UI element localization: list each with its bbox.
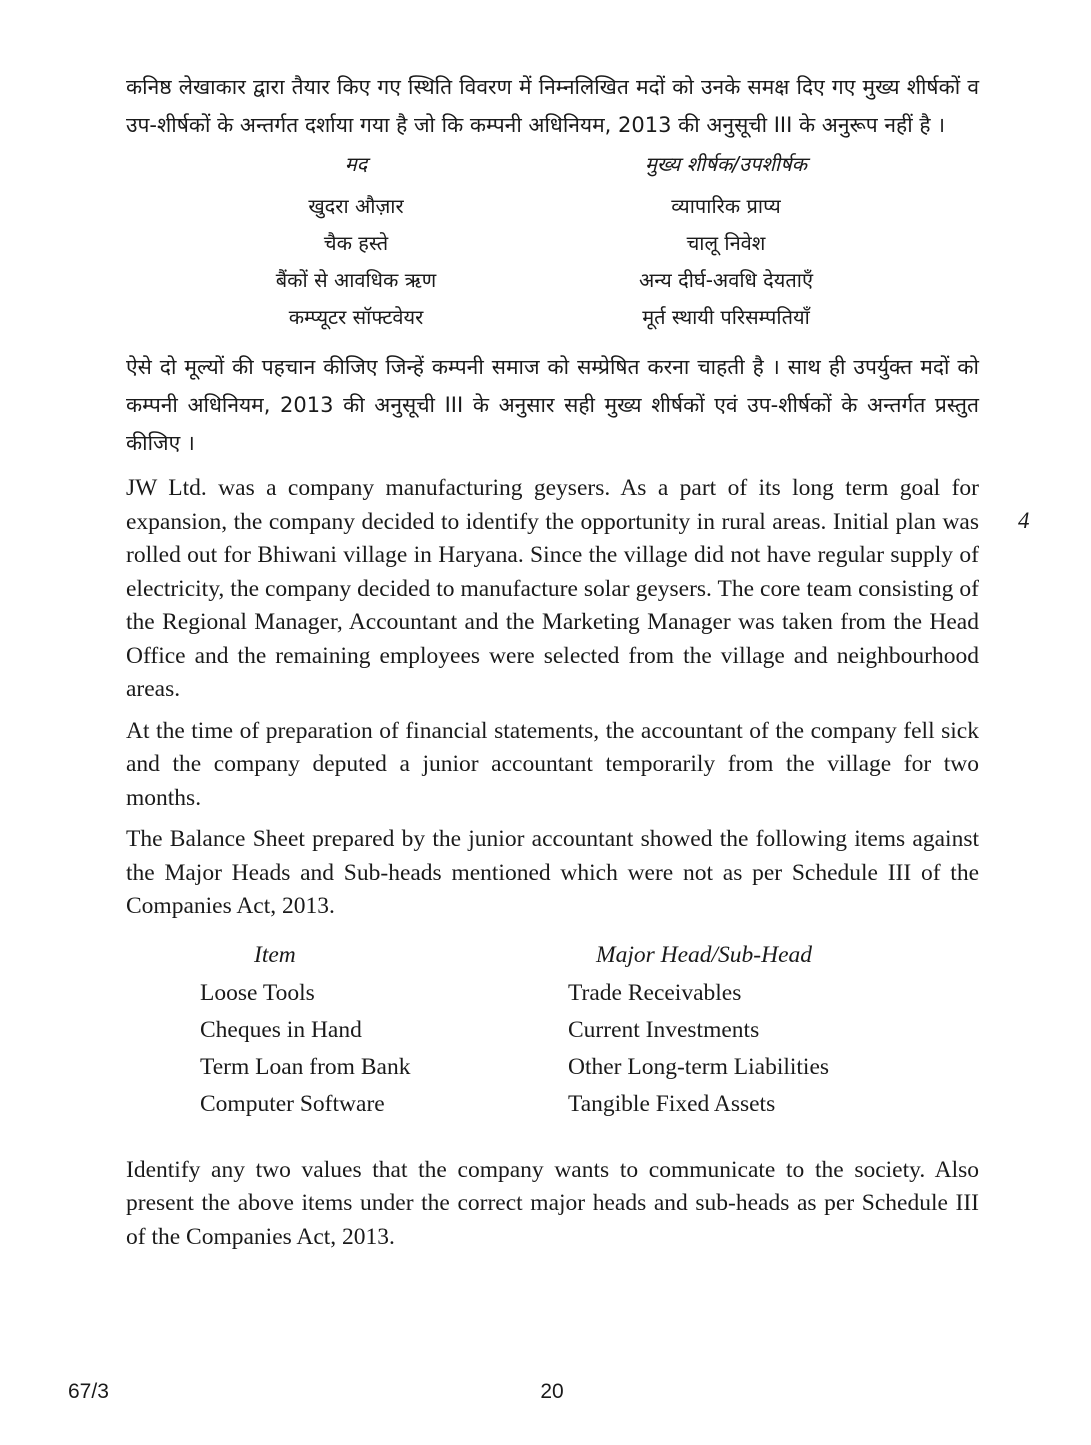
hindi-table-header-head: मुख्य शीर्षक/उपशीर्षक bbox=[644, 152, 808, 176]
table-row bbox=[126, 980, 979, 1017]
hindi-table-header-row bbox=[126, 150, 979, 186]
table-row bbox=[126, 229, 979, 265]
table-row bbox=[126, 1091, 979, 1128]
english-head-cell: Tangible Fixed Assets bbox=[568, 1090, 776, 1117]
english-paragraph-2: At the time of preparation of financial statements, the accountant of the company fell sick and the company deputed a junior accountant temporarily from the village for two months. bbox=[126, 717, 979, 811]
hindi-head-cell: अन्य दीर्घ-अवधि देयताएँ bbox=[638, 268, 814, 292]
english-table-header-item: Item bbox=[254, 941, 296, 968]
table-row bbox=[126, 303, 979, 339]
hindi-item-cell: बैंकों से आवधिक ऋण bbox=[275, 268, 437, 292]
english-item-cell: Term Loan from Bank bbox=[200, 1053, 411, 1080]
english-item-cell: Cheques in Hand bbox=[200, 1016, 362, 1043]
english-item-cell: Computer Software bbox=[200, 1090, 385, 1117]
question-content bbox=[126, 68, 979, 1254]
english-paragraph-3: The Balance Sheet prepared by the junior accountant showed the following items against the Major Heads and Sub-heads mentioned which were not as per Schedule III of the Companies Act, 2013. bbox=[126, 826, 979, 919]
english-head-cell: Other Long-term Liabilities bbox=[568, 1053, 830, 1080]
hindi-intro-paragraph: कनिष्ठ लेखाकार द्वारा तैयार किए गए स्थिति विवरण में निम्नलिखित मदों को उनके समक्ष दिए गए मुख्य शीर्षकों व उप-शीर्षकों के अन्तर्गत दर्शाया गया है जो कि कम्पनी अधिनियम, 2013 की अनुसूची III के अनुरूप नहीं है । bbox=[126, 75, 979, 137]
hindi-item-cell: खुदरा औज़ार bbox=[308, 194, 404, 218]
english-item-cell: Loose Tools bbox=[200, 979, 315, 1006]
english-table-header-row bbox=[126, 942, 979, 979]
question-marks: 4 bbox=[1018, 508, 1030, 533]
english-items-table bbox=[126, 942, 979, 1140]
english-question-paragraph: Identify any two values that the company wants to communicate to the society. Also present the above items under the correct major heads and sub-heads as per Schedule III of the Companies Act, 2013. bbox=[126, 1156, 979, 1250]
table-row bbox=[126, 1054, 979, 1091]
hindi-item-cell: कम्प्यूटर सॉफ्टवेयर bbox=[288, 305, 424, 329]
english-paragraph-1: JW Ltd. was a company manufacturing geysers. As a part of its long term goal for expansion, the company decided to identify the opportunity in rural areas. Initial plan was rolled out for Bhiwani village in Haryana. Since the village did not have regular supply of electricity, the company decided to manufacture solar geysers. The core team consisting of the Regional Manager, Accountant and the Marketing Manager was taken from the Head Office and the remaining employees were selected from the village and neighbourhood areas. bbox=[126, 475, 979, 702]
english-head-cell: Current Investments bbox=[568, 1016, 760, 1043]
hindi-head-cell: चालू निवेश bbox=[686, 231, 766, 255]
hindi-head-cell: व्यापारिक प्राप्य bbox=[671, 194, 781, 218]
hindi-table-header-item: मद bbox=[344, 152, 368, 176]
table-row bbox=[126, 266, 979, 302]
hindi-question-paragraph: ऐसे दो मूल्यों की पहचान कीजिए जिन्हें कम्पनी समाज को सम्प्रेषित करना चाहती है । साथ ही उपर्युक्त मदों को कम्पनी अधिनियम, 2013 की अनुसूची III के अनुसार सही मुख्य शीर्षकों एवं उप-शीर्षकों के अन्तर्गत प्रस्तुत कीजिए । bbox=[126, 355, 979, 455]
hindi-item-cell: चैक हस्ते bbox=[323, 231, 389, 255]
page-number: 20 bbox=[540, 1380, 564, 1403]
english-table-header-head: Major Head/Sub-Head bbox=[596, 941, 813, 968]
table-row bbox=[126, 192, 979, 228]
table-row bbox=[126, 1017, 979, 1054]
hindi-items-table bbox=[126, 144, 979, 330]
paper-code: 67/3 bbox=[68, 1380, 109, 1403]
english-head-cell: Trade Receivables bbox=[568, 979, 742, 1006]
hindi-head-cell: मूर्त स्थायी परिसम्पतियाँ bbox=[642, 305, 810, 329]
